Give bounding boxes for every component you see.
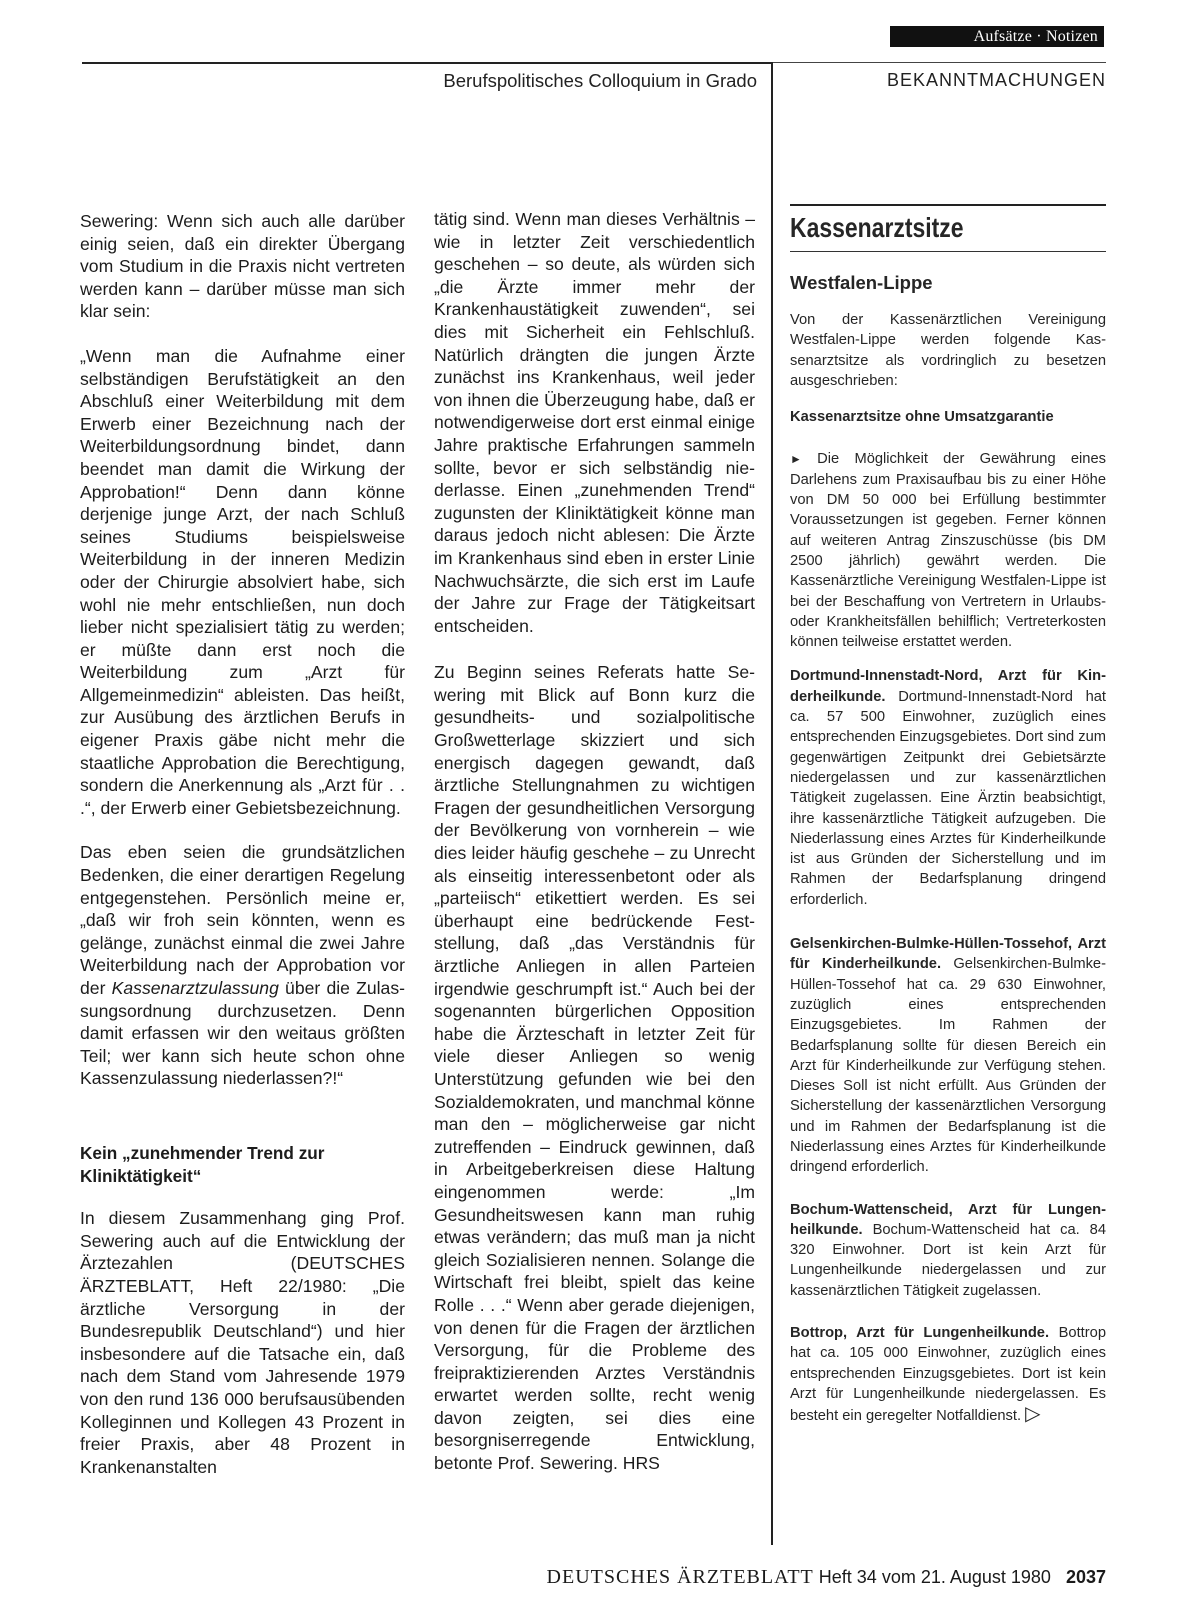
paragraph: In diesem Zusammenhang ging Prof. Sewering auch auf die Entwicklung der Ärztezahlen (DEUTSCHES ÄRZTEBLATT, Heft 22/1980: „Die ärztliche Versorgung in der Bundesrepublik Deutschland“) und hier insbesondere auf die Tatsache ein, daß nach dem Stand vom Jahresende 1979 von den rund 136 000 berufsausübenden Kolleginnen und Kollegen 43 Prozent in freier Praxis, aber 48 Prozent in Krankenanstalten <box>80 1208 405 1477</box>
listing-heading: Gelsenkirchen-Bulmke-Hüllen-Tossehof, Arzt für Kinderheilkunde. <box>790 936 1106 973</box>
emphasis: Kassenarztzulassung <box>111 978 279 998</box>
article-column-2 <box>434 208 755 1497</box>
page-number: 2037 <box>1065 1567 1106 1587</box>
running-header-right: BEKANNTMACHUNGEN <box>886 70 1106 90</box>
section-badge: Aufsätze · Notizen <box>890 26 1104 47</box>
region-heading: Westfalen-Lippe <box>790 272 933 293</box>
top-rule-right <box>772 62 1106 63</box>
magazine-name: DEUTSCHES ÄRZTEBLATT <box>546 1566 814 1588</box>
listing-heading: Bochum-Wattenscheid, Arzt für Lungenheilkunde. <box>790 1201 1106 1238</box>
listing-entry: Dortmund-Innenstadt-Nord, Arzt für Kinderheilkunde. Dortmund-Innenstadt-Nord hat ca. 57 500 Einwohner, zuzüglich eines entsprechenden Einzugsgebietes. Dort sind zum gegenwärtigen Zeitpunkt drei Gebietsärzte niedergelassen und zur kassenärztlichen Tätigkeit zugelassen. Eine Ärztin beabsichtigt, ihre kassenärztliche Tätigkeit aufzugeben. Die Niederlassung eines Arztes für Kinderheilkunde ist aus Gründen der Sicherstellung und im Rahmen der Bedarfsplanung dringend erforderlich. <box>790 668 1106 908</box>
top-rule <box>82 62 772 64</box>
bullet-paragraph: ► Die Möglichkeit der Gewährung eines Darlehens zum Praxisaufbau bis zu einer Höhe von DM 50 000 bei Erfüllung bestimmter Voraussetzungen ist gegeben. Ferner können auf weiteren Antrag Zinszuschüsse (bis DM 2500 jährlich) gewährt werden. Die Kassenärztliche Vereinigung Westfalen-Lippe ist bei der Beschaffung von Vertretern in Urlaubs- oder Krankheitsfällen behilflich; Vertreterkosten können teilweise erstattet werden. <box>790 451 1106 651</box>
continue-arrow-icon: ▷ <box>1025 1403 1041 1426</box>
section-title: Kassenarztsitze <box>790 212 964 243</box>
column-divider <box>771 62 773 1545</box>
paragraph: Zu Beginn seines Referats hatte Sewering mit Blick auf Bonn kurz die gesundheits- und sozialpolitische Großwetterlage skizziert und sich energisch dagegen gewandt, daß ärztliche Stellungnahmen zu wichtigen Fragen der gesundheitlichen Versorgung der Bevölkerung von vornherein – wie dies leider häufig geschehe – zu Unrecht als einseitig interessenbetont oder als „parteiisch“ etikettiert werden. Es sei überhaupt eine bedrückende Feststellung, daß „das Verständnis für ärztliche Anliegen in allen Parteien irgendwie geschrumpft ist.“ Auch bei der sogenannten bürgerlichen Opposition habe die Ärzteschaft in letzter Zeit für viele dieser Anliegen so wenig Unterstützung gefunden wie bei den Sozialdemokraten, und manchmal könne man den – möglicherweise gar nicht zutreffenden – Eindruck gewinnen, daß in Arbeitgeberkreisen diese Haltung eingenommen werde: „Im Gesundheitswesen kann man ruhig etwas verändern; das muß man ja nicht gleich Sozialisieren nennen. Solange die Wirtschaft frei bleibt, spielt das keine Rolle . . .“ Wenn aber gerade diejenigen, von denen für die Fragen der ärztlichen Versorgung, für die Probleme des freipraktizierenden Arztes Verständnis erwartet werden sollte, recht wenig davon zeigten, sei dies eine besorgniserregende Entwicklung, betonte Prof. Sewering. HRS <box>434 662 755 1474</box>
issue-info: Heft 34 vom 21. August 1980 <box>818 1567 1051 1587</box>
triangle-bullet-icon: ► <box>790 452 802 467</box>
listing-entry: Gelsenkirchen-Bulmke-Hüllen-Tossehof, Arzt für Kinderheilkunde. Gelsenkirchen-Bulmke-Hüllen-Tossehof hat ca. 29 630 Einwohner, zuzüglich eines entsprechenden Einzugsgebietes. Im Rahmen der Bedarfsplanung sollte für diesen Bereich ein Arzt für Kinderheilkunde zur Verfügung stehen. Dieses Soll ist nicht erfüllt. Aus Gründen der Sicherstellung der kassenärztlichen Versorgung und im Rahmen der Bedarfsplanung ist die Niederlassung eines Arztes für Kinderheilkunde dringend erforderlich. <box>790 936 1106 1176</box>
announcements-column <box>790 204 1106 1441</box>
subheading: Kein „zunehmender Trend zur Kliniktätigkeit“ <box>80 1142 325 1186</box>
page-footer <box>0 1566 1106 1589</box>
paragraph: Das eben seien die grundsätzlichen Bedenken, die einer derartigen Regelung entgegenstehen. Persönlich meine er, „daß wir froh sein könnten, wenn es gelänge, zunächst einmal die zwei Jahre Weiterbildung nach der Approbation vor der Kassenarztzulassung über die Zulassungsordnung durchzusetzen. Denn damit erfassen wir den weitaus größten Teil; wer kann sich heute schon ohne Kassenzulassung niederlassen?!“ <box>80 842 405 1089</box>
paragraph: tätig sind. Wenn man dieses Verhältnis – wie in letzter Zeit verschiedentlich geschehen – so deute, als würden sich „die Ärzte immer mehr der Krankenhaustätigkeit zuwenden“, sei dies mit Sicherheit ein Fehlschluß. Natürlich drängten die jungen Ärzte zunächst ins Krankenhaus, weil jeder von ihnen die Überzeugung habe, daß er notwendigerweise dort erst einmal einige Jahre praktische Erfahrungen sammeln sollte, bevor er sich selbständig niederlasse. Einen „zunehmenden Trend“ zugunsten der Kliniktätigkeit könne man daraus jedoch nicht ablesen: Die Ärzte im Krankenhaus sind eben in erster Linie Nachwuchsärzte, die sich erst im Laufe der Jahre zur Frage der Tätigkeitsart entscheiden. <box>434 209 755 636</box>
listing-entry: Bottrop, Arzt für Lungenheilkunde. Bottrop hat ca. 105 000 Einwohner, zuzüglich eines entsprechenden Einzugsgebietes. Dort ist kein Arzt für Lungenheilkunde niedergelassen. Es besteht ein geregelter Notfalldienst. ▷ <box>790 1325 1106 1426</box>
subheading: Kassenarztsitze ohne Umsatzgarantie <box>790 409 1054 426</box>
listing-entry: Bochum-Wattenscheid, Arzt für Lungenheilkunde. Bochum-Wattenscheid hat ca. 84 320 Einwohner. Dort ist kein Arzt für Lungenheilkunde niedergelassen und zur kassenärztlichen Tätigkeit zugelassen. <box>790 1201 1106 1299</box>
intro-paragraph: Von der Kassenärztlichen Vereinigung Westfalen-Lippe werden folgende Kassenarztsitze als vordringlich zu besetzen ausgeschrieben: <box>790 312 1106 389</box>
article-column-1 <box>80 210 405 1500</box>
section-rule <box>790 251 1106 252</box>
listing-heading: Dortmund-Innenstadt-Nord, Arzt für Kinderheilkunde. <box>790 668 1106 705</box>
running-header-left: Berufspolitisches Colloquium in Grado <box>443 70 757 91</box>
paragraph: „Wenn man die Aufnahme einer selbständigen Berufstätigkeit an den Abschluß einer Weiterbildung mit dem Erwerb einer Bezeichnung nach der Weiterbildungsordnung bindet, dann beendet man damit die Wirkung der Approbation!“ Denn dann könne derjenige junge Arzt, der nach Schluß seines Studiums beispielsweise Weiterbildung in der inneren Medizin oder der Chirurgie absolviert habe, sich wohl nie mehr entschließen, nun doch lieber nicht spezialisiert tätig zu werden; er müßte dann erst noch die Weiterbildung zum „Arzt für Allgemeinmedizin“ ableisten. Das heißt, zur Ausübung des ärztlichen Berufs in eigener Praxis gäbe nicht mehr die staatliche Approbation die Berechtigung, sondern die Anerkennung als „Arzt für . . .“, der Erwerb einer Gebietsbezeichnung. <box>80 345 405 818</box>
listing-heading: Bottrop, Arzt für Lungenheilkunde. <box>790 1325 1050 1342</box>
paragraph: Sewering: Wenn sich auch alle darüber einig seien, daß ein direkter Übergang vom Studium in die Praxis nicht vertreten werden kann – darüber müsse man sich klar sein: <box>80 211 405 322</box>
